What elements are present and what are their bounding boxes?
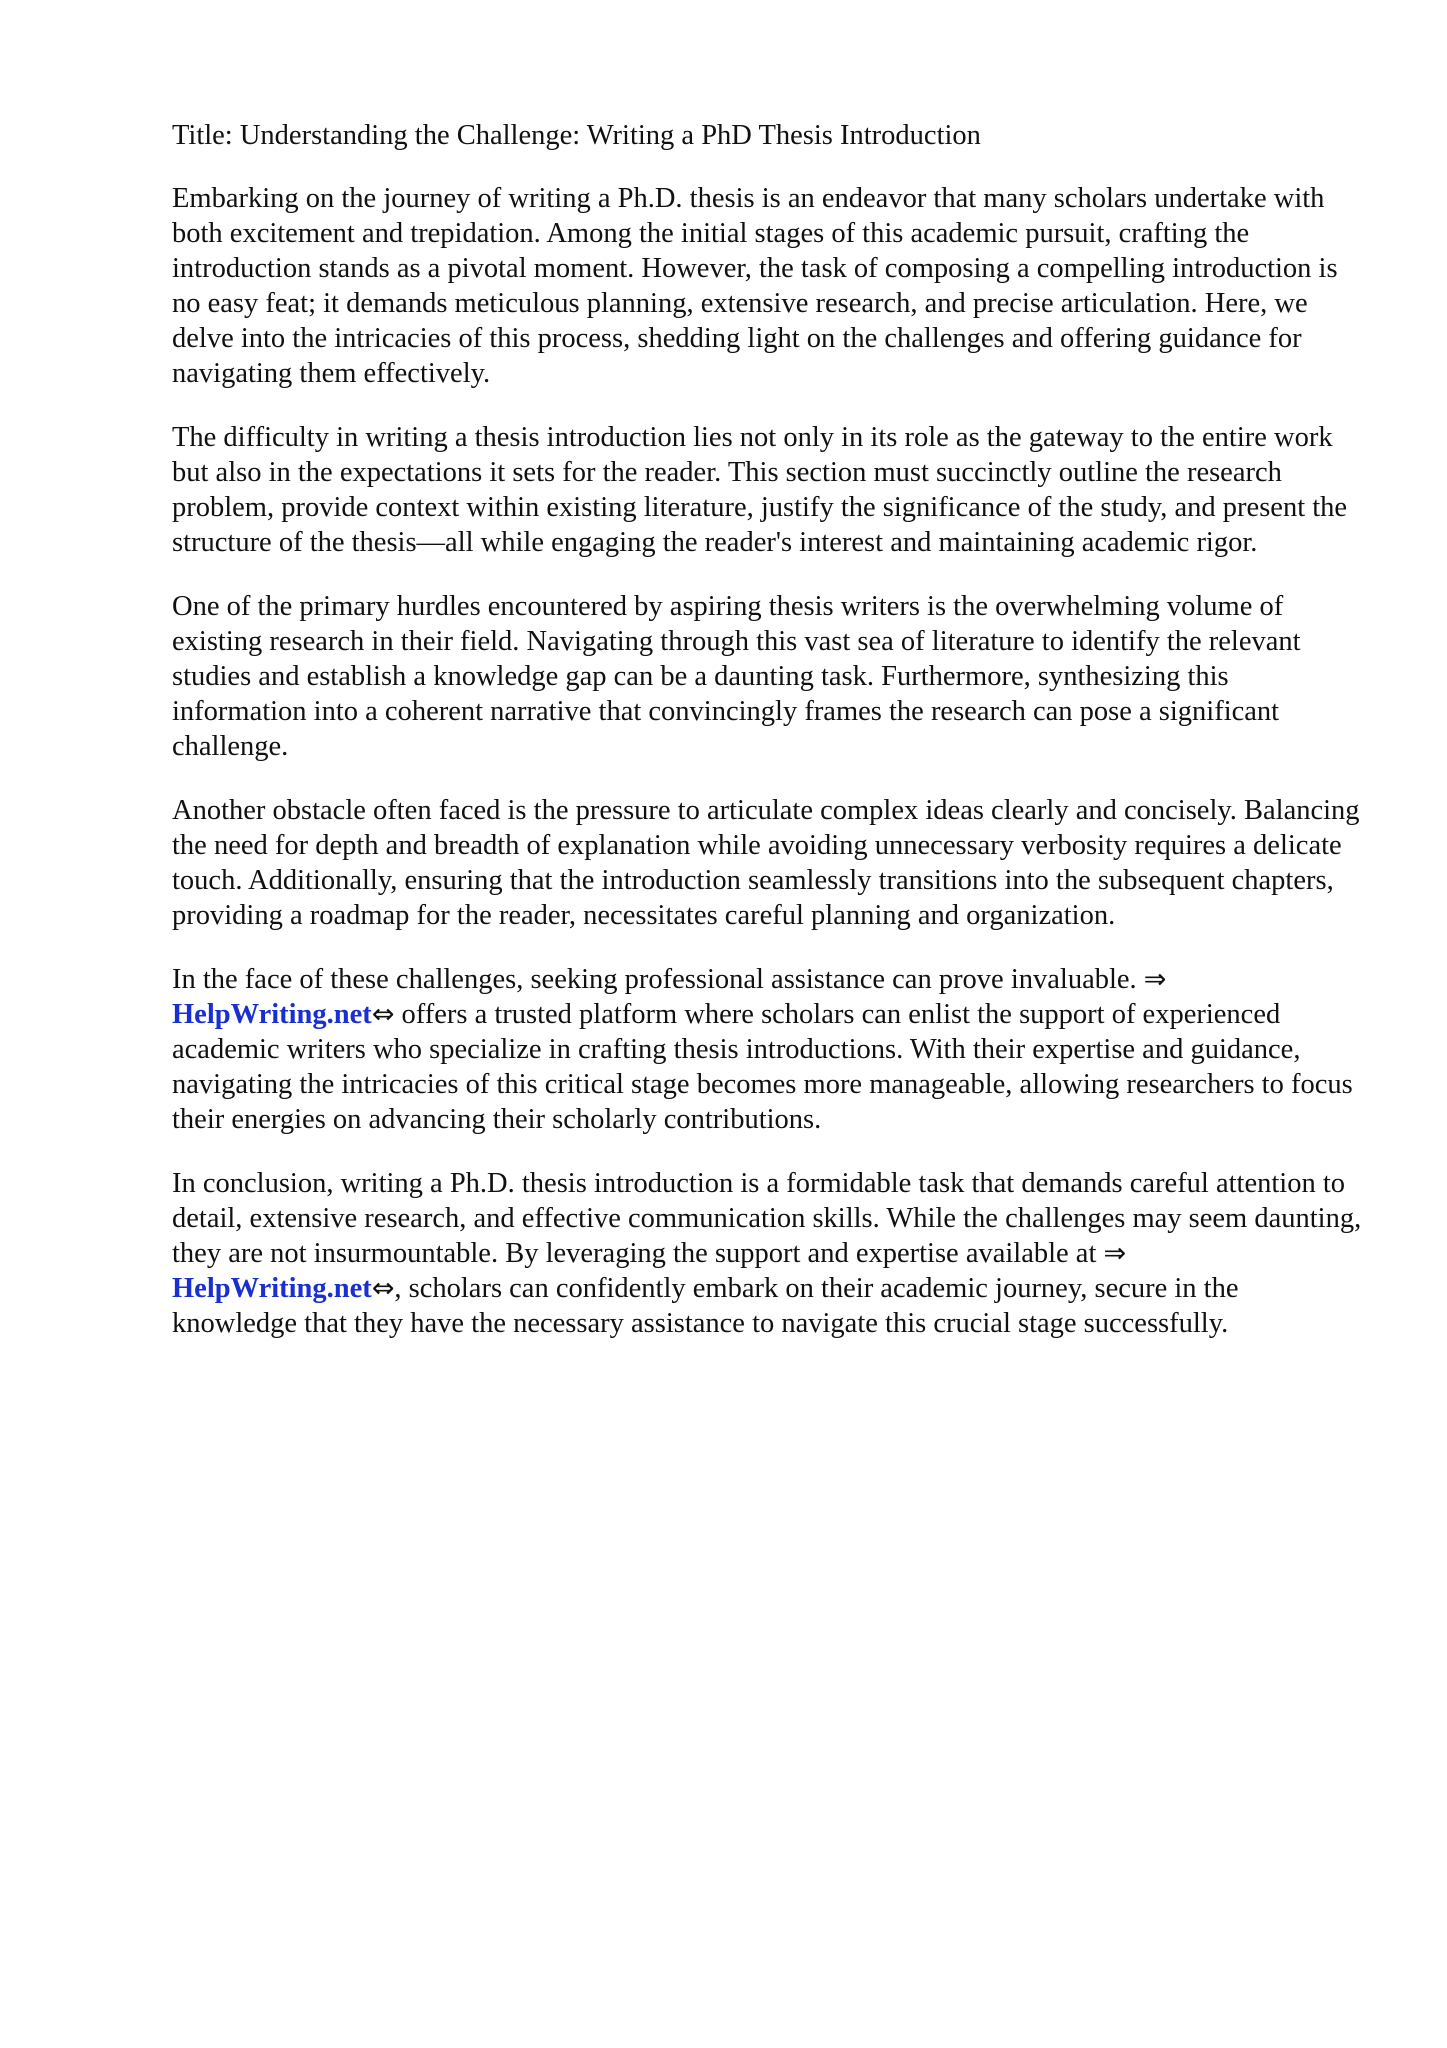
- helpwriting-link[interactable]: HelpWriting.net: [172, 999, 372, 1030]
- paragraph-obstacle: Another obstacle often faced is the pressure to articulate complex ideas clearly and concisely. Balancing the need for depth and breadth of explanation while avoiding unnecessary verbosity requires a delicate touch. Additionally, ensuring that the introduction seamlessly transitions into the subsequent chapters, providing a roadmap for the reader, necessitates careful planning and organization.: [172, 795, 1360, 931]
- arrow-both-icon: ⇔: [371, 1273, 395, 1304]
- arrow-right-icon: ⇒: [1103, 1238, 1127, 1269]
- conclusion-text-before: In conclusion, writing a Ph.D. thesis introduction is a formidable task that demands careful attention to detail, extensive research, and effective communication skills. While the challenges may seem daunting, they are not insurmountable. By leveraging the support and expertise available at: [172, 1168, 1362, 1269]
- paragraph-intro: Embarking on the journey of writing a Ph.D. thesis is an endeavor that many scholars undertake with both excitement and trepidation. Among the initial stages of this academic pursuit, crafting the introduction stands as a pivotal moment. However, the task of composing a compelling introduction is no easy feat; it demands meticulous planning, extensive research, and precise articulation. Here, we delve into the intricacies of this process, shedding light on the challenges and offering guidance for navigating them effectively.: [172, 183, 1338, 389]
- document-title: Title: Understanding the Challenge: Writing a PhD Thesis Introduction: [172, 120, 981, 151]
- paragraph-assistance: [172, 962, 1362, 1137]
- assistance-text-before: In the face of these challenges, seeking professional assistance can prove invaluable.: [172, 964, 1144, 995]
- assistance-text-after: offers a trusted platform where scholars can enlist the support of experienced academic writers who specialize in crafting thesis introductions. With their expertise and guidance, navigating the intricacies of this critical stage becomes more manageable, allowing researchers to focus their energies on advancing their scholarly contributions.: [172, 999, 1353, 1135]
- document-page: [172, 118, 1362, 1370]
- paragraph-difficulty: The difficulty in writing a thesis introduction lies not only in its role as the gateway to the entire work but also in the expectations it sets for the reader. This section must succinctly outline the research problem, provide context within existing literature, justify the significance of the study, and present the structure of the thesis—all while engaging the reader's interest and maintaining academic rigor.: [172, 422, 1348, 558]
- conclusion-text-after: , scholars can confidently embark on their academic journey, secure in the knowledge that they have the necessary assistance to navigate this crucial stage successfully.: [172, 1273, 1239, 1339]
- arrow-both-icon: ⇔: [371, 999, 395, 1030]
- paragraph-hurdles: One of the primary hurdles encountered by aspiring thesis writers is the overwhelming volume of existing research in their field. Navigating through this vast sea of literature to identify the relevant studies and establish a knowledge gap can be a daunting task. Furthermore, synthesizing this information into a coherent narrative that convincingly frames the research can pose a significant challenge.: [172, 591, 1301, 762]
- arrow-right-icon: ⇒: [1143, 964, 1167, 995]
- helpwriting-link[interactable]: HelpWriting.net: [172, 1273, 372, 1304]
- paragraph-conclusion: [172, 1166, 1362, 1341]
